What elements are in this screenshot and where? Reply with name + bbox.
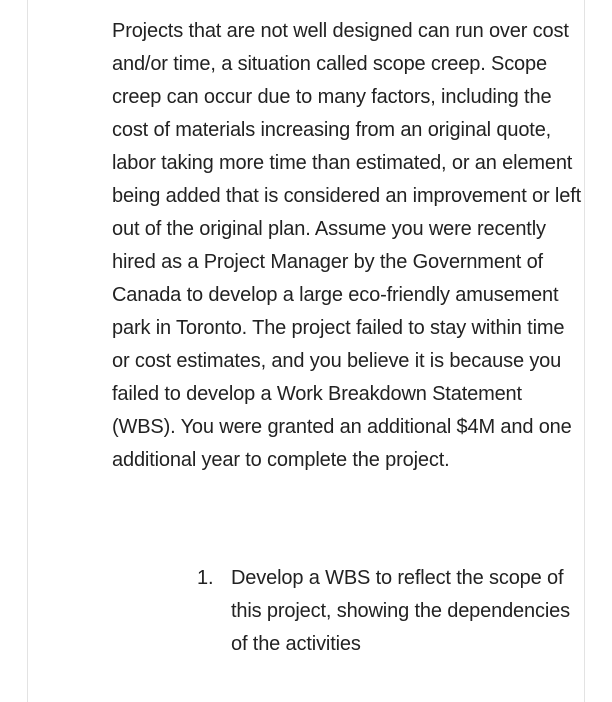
- question-number: 1.: [197, 567, 214, 589]
- list-item: [197, 562, 577, 661]
- question-list: [197, 562, 577, 661]
- scenario-paragraph: Projects that are not well designed can run over cost and/or time, a situation called scope creep. Scope creep can occur due to many factors, including the cost of materials increasing from an original quote, labor taking more time than estimated, or an element being added that is considered an improvement or left out of the original plan. Assume you were recently hired as a Project Manager by the Government of Canada to develop a large eco-friendly amusement park in Toronto. The project failed to stay within time or cost estimates, and you believe it is because you failed to develop a Work Breakdown Statement (WBS). You were granted an additional $4M and one additional year to complete the project.: [112, 20, 582, 471]
- question-content: [112, 15, 582, 655]
- question-text: Develop a WBS to reflect the scope of this project, showing the dependencies of the activities: [231, 567, 570, 655]
